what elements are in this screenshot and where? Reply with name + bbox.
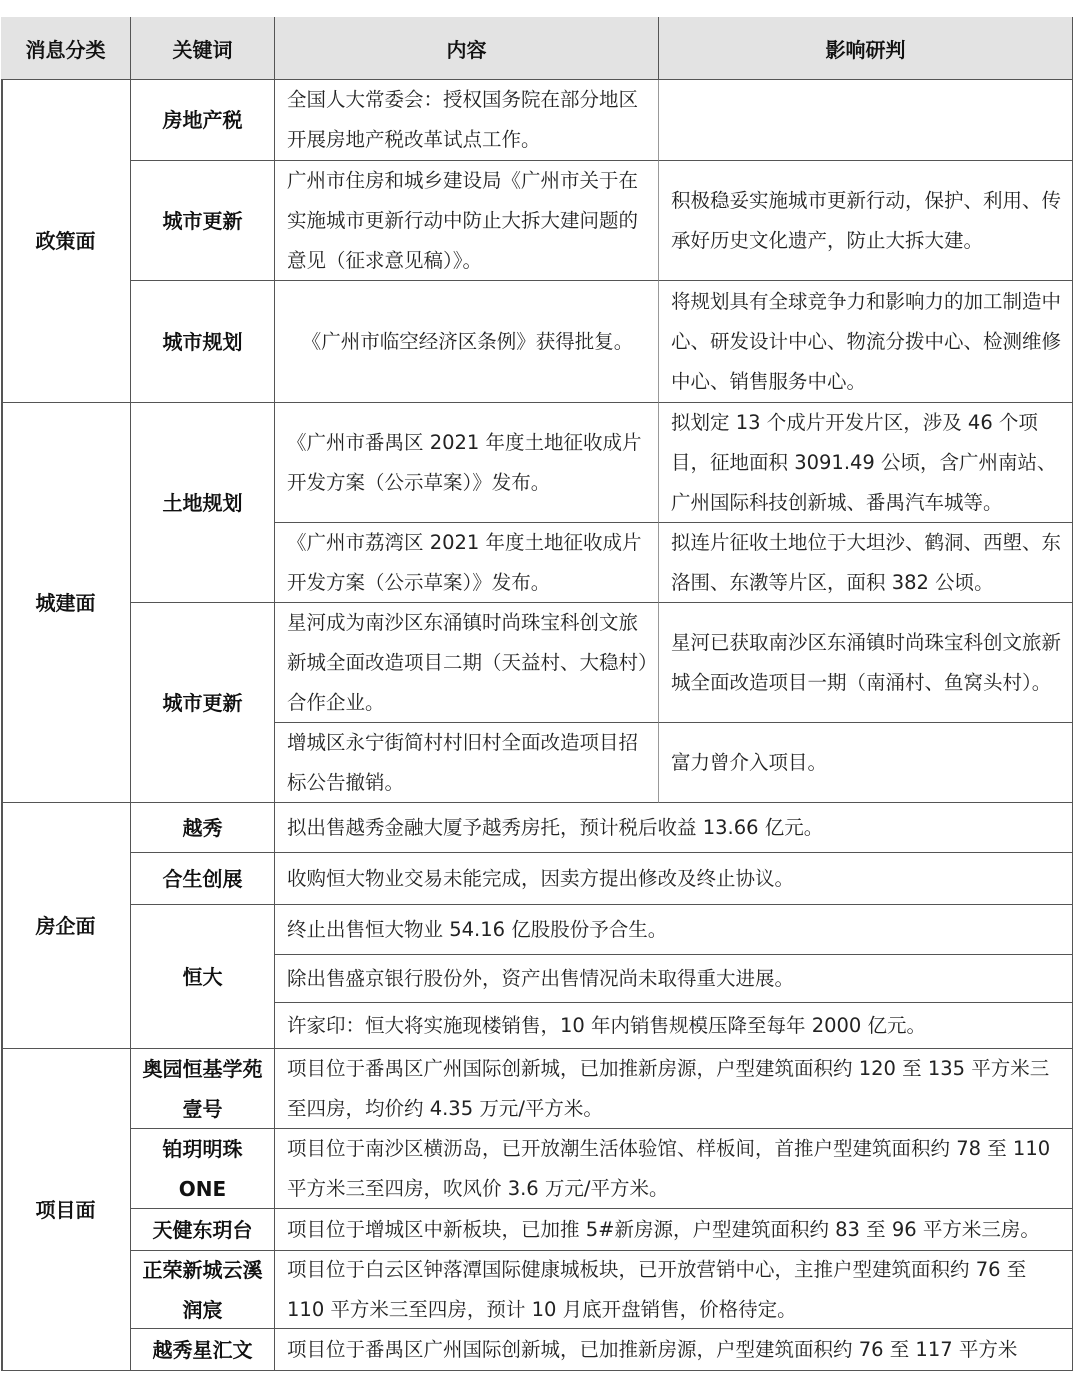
content-boyue: 项目位于南沙区横沥岛，已开放潮生活体验馆、样板间，首推户型建筑面积约 78 至 110 平方米三至四房，吹风价 3.6 万元/平方米。 — [275, 1129, 1073, 1209]
category-projects: 项目面 — [1, 1049, 131, 1371]
keyword-zhenro: 正荣新城云溪润宸 — [131, 1251, 275, 1329]
content-yuexiu-xinghuiwen: 项目位于番禺区广州国际创新城，已加推新房源，户型建筑面积约 76 至 117 平方米 — [275, 1329, 1073, 1371]
content-hopson: 收购恒大物业交易未能完成，因卖方提出修改及终止协议。 — [275, 853, 1073, 905]
keyword-aoyuan: 奥园恒基学苑壹号 — [131, 1049, 275, 1129]
impact-panyu-land: 拟划定 13 个成片开发片区，涉及 46 个项目，征地面积 3091.49 公顷，含广州南站、广州国际科技创新城、番禺汽车城等。 — [659, 403, 1073, 523]
category-policy: 政策面 — [1, 80, 131, 403]
keyword-yuexiu: 越秀 — [131, 803, 275, 853]
content-urban-planning: 《广州市临空经济区条例》获得批复。 — [275, 281, 659, 403]
keyword-hopson: 合生创展 — [131, 853, 275, 905]
content-evergrande-1: 终止出售恒大物业 54.16 亿股股份予合生。 — [275, 905, 1073, 955]
content-property-tax: 全国人大常委会：授权国务院在部分地区开展房地产税改革试点工作。 — [275, 80, 659, 161]
keyword-property-tax: 房地产税 — [131, 80, 275, 161]
category-developers: 房企面 — [1, 803, 131, 1049]
impact-urban-planning: 将规划具有全球竞争力和影响力的加工制造中心、研发设计中心、物流分拨中心、检测维修中心、销售服务中心。 — [659, 281, 1073, 403]
header-category: 消息分类 — [1, 17, 131, 80]
content-tianjian: 项目位于增城区中新板块，已加推 5#新房源，户型建筑面积约 83 至 96 平方米三房。 — [275, 1209, 1073, 1251]
content-yuexiu: 拟出售越秀金融大厦予越秀房托，预计税后收益 13.66 亿元。 — [275, 803, 1073, 853]
keyword-yuexiu-xinghuiwen: 越秀星汇文 — [131, 1329, 275, 1371]
category-construction: 城建面 — [1, 403, 131, 803]
header-content: 内容 — [275, 17, 659, 80]
keyword-urban-planning: 城市规划 — [131, 281, 275, 403]
impact-zengcheng-renewal: 富力曾介入项目。 — [659, 723, 1073, 803]
keyword-urban-renewal-policy: 城市更新 — [131, 161, 275, 281]
content-urban-renewal-policy: 广州市住房和城乡建设局《广州市关于在实施城市更新行动中防止大拆大建问题的意见（征求意见稿）》。 — [275, 161, 659, 281]
impact-liwan-land: 拟连片征收土地位于大坦沙、鹤洞、西塱、东洛围、东漖等片区，面积 382 公顷。 — [659, 523, 1073, 603]
header-impact: 影响研判 — [659, 17, 1073, 80]
impact-property-tax — [659, 80, 1073, 161]
keyword-land-planning: 土地规划 — [131, 403, 275, 603]
keyword-evergrande: 恒大 — [131, 905, 275, 1049]
keyword-boyue: 铂玥明珠 ONE — [131, 1129, 275, 1209]
content-zengcheng-renewal: 增城区永宁街简村村旧村全面改造项目招标公告撤销。 — [275, 723, 659, 803]
content-aoyuan: 项目位于番禺区广州国际创新城，已加推新房源，户型建筑面积约 120 至 135 平方米三至四房，均价约 4.35 万元/平方米。 — [275, 1049, 1073, 1129]
content-evergrande-2: 除出售盛京银行股份外，资产出售情况尚未取得重大进展。 — [275, 955, 1073, 1003]
keyword-tianjian: 天健东玥台 — [131, 1209, 275, 1251]
content-zhenro: 项目位于白云区钟落潭国际健康城板块，已开放营销中心，主推户型建筑面积约 76 至 110 平方米三至四房，预计 10 月底开盘销售，价格待定。 — [275, 1251, 1073, 1329]
content-panyu-land: 《广州市番禺区 2021 年度土地征收成片开发方案（公示草案）》发布。 — [275, 403, 659, 523]
impact-urban-renewal-policy: 积极稳妥实施城市更新行动，保护、利用、传承好历史文化遗产，防止大拆大建。 — [659, 161, 1073, 281]
content-xinghe-renewal: 星河成为南沙区东涌镇时尚珠宝科创文旅新城全面改造项目二期（天益村、大稳村）合作企业。 — [275, 603, 659, 723]
content-evergrande-3: 许家印：恒大将实施现楼销售，10 年内销售规模压降至每年 2000 亿元。 — [275, 1003, 1073, 1049]
header-keyword: 关键词 — [131, 17, 275, 80]
impact-xinghe-renewal: 星河已获取南沙区东涌镇时尚珠宝科创文旅新城全面改造项目一期（南涌村、鱼窝头村）。 — [659, 603, 1073, 723]
keyword-urban-renewal-construction: 城市更新 — [131, 603, 275, 803]
content-liwan-land: 《广州市荔湾区 2021 年度土地征收成片开发方案（公示草案）》发布。 — [275, 523, 659, 603]
